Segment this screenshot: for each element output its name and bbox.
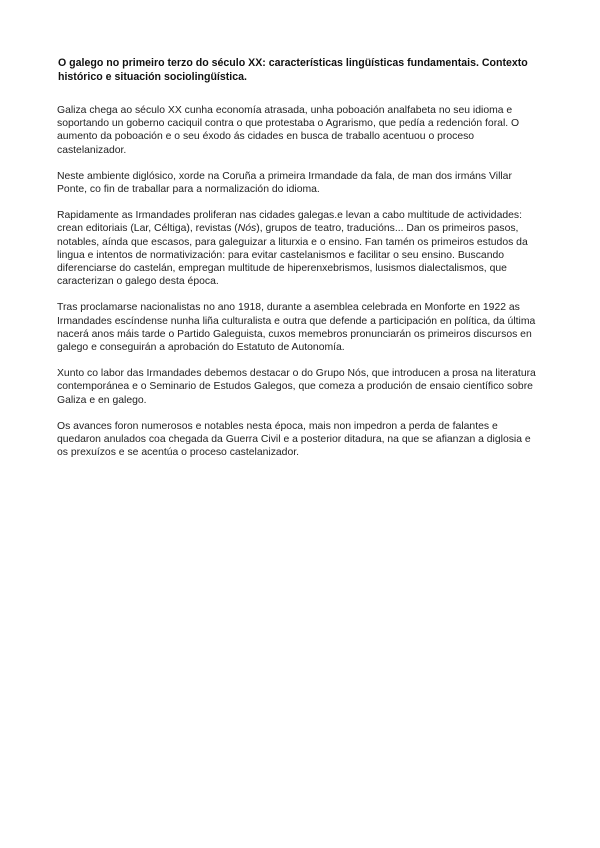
- magazine-title-nos: Nós: [237, 223, 257, 235]
- paragraph-conclusion: Os avances foron numerosos e notables nesta época, mais non impedron a perda de falantes e quedaron anulados coa chegada da Guerra Civil e a posterior ditadura, na que se afianzan a diglosia e os prexuízos e se acentúa o proceso castelanizador.: [57, 420, 531, 459]
- paragraph-nationalism: Tras proclamarse nacionalistas no ano 1918, durante a asemblea celebrada en Monforte en 1922 as Irmandades escíndense nunha liña culturalista e outra que defende a participación en política, da última nacerá anos máis tarde o Partido Galeguista, cuxos memebros pronunciarán os primeiros discursos en galego e conseguirán a aprobación do Estatuto de Autonomía.: [57, 302, 536, 354]
- document-title: O galego no primeiro terzo do século XX: características lingüísticas fundamentais. Contexto histórico e situación sociolingüística.: [58, 57, 528, 83]
- paragraph-economy: Galiza chega ao século XX cunha economía atrasada, unha poboación analfabeta no seu idioma e soportando un goberno caciquil contra o que protestaba o Agrarismo, que pedía a redención foral. O aumento da poboación e o seu éxodo ás cidades en busca de traballo acentuou o proceso castelanizador.: [57, 105, 520, 156]
- paragraph-grupo-nos: Xunto co labor das Irmandades debemos destacar o do Grupo Nós, que introducen a prosa na literatura contemporánea e o Seminario de Estudos Galegos, que comeza a produción de ensaio científico sobre Galiza e en galego.: [57, 368, 536, 406]
- paragraph-irmandades-activities: [57, 209, 540, 288]
- paragraph-text-after: ), grupos de teatro, traducións... Dan os primeiros pasos, notables, aínda que escasos, para galeguizar a liturxia e o ensino. Fan tamén os primeiros estudos da lingua e intentos de normativización: para evitar castelanismos e facilitar o seu ensino. Buscando diferenciarse do castelán, empregan multitude de hiperenxebrismos, lusismos dialectalismos, que caracterizan o galego desta época.: [57, 223, 528, 288]
- paragraph-text-before: Rapidamente as Irmandades proliferan nas cidades galegas.e levan a cabo multitude de actividades: crean editoriais (Lar, Céltiga), revistas (: [57, 210, 522, 235]
- paragraph-irmandade-fala: Neste ambiente diglósico, xorde na Coruña a primeira Irmandade da fala, de man dos irmáns Villar Ponte, co fin de traballar para a normalización do idioma.: [57, 170, 512, 196]
